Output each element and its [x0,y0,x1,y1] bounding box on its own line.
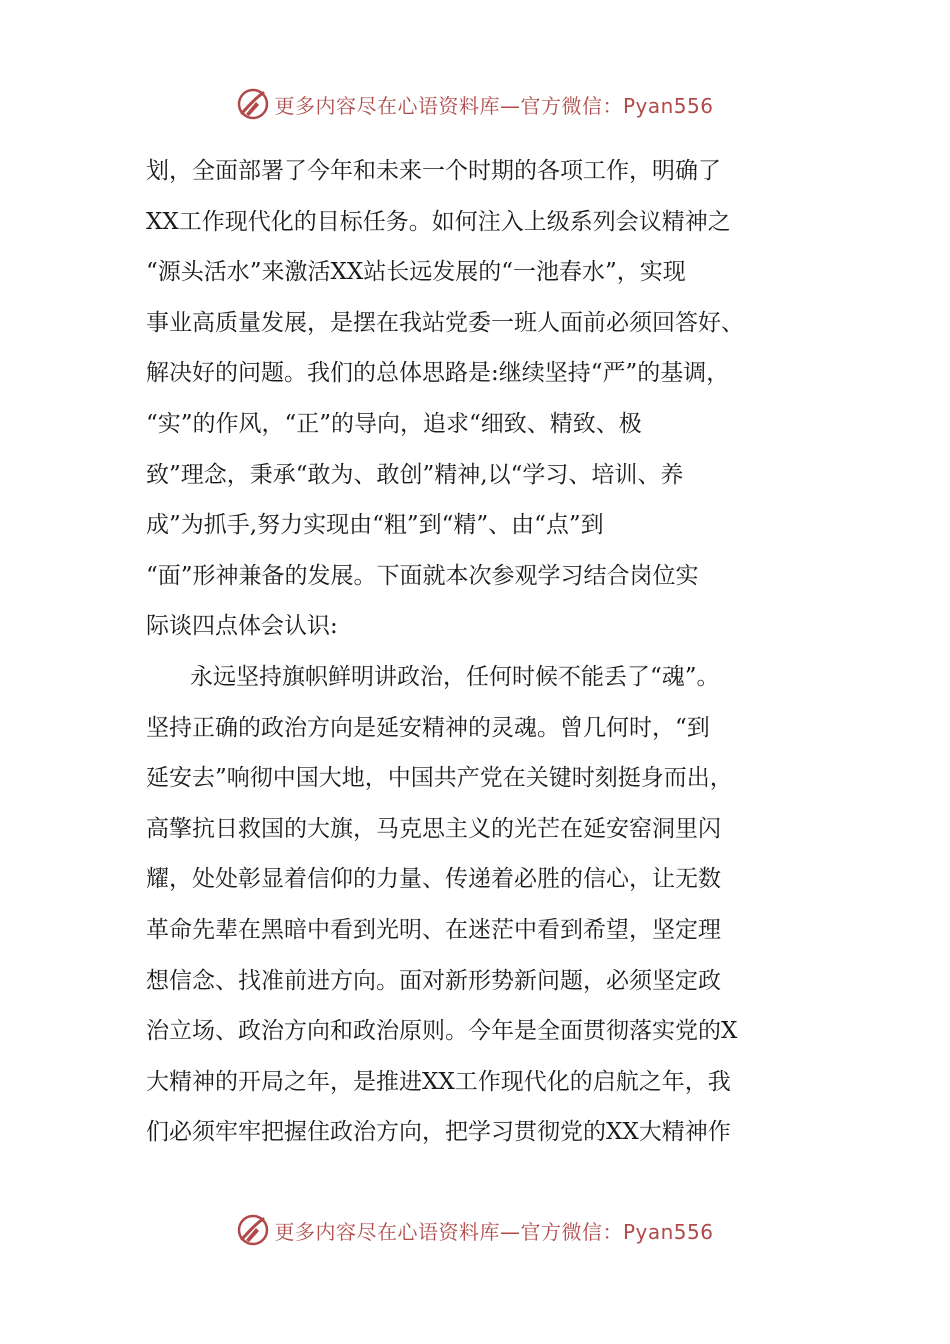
header-banner-text: 更多内容尽在心语资料库—官方微信：Pyan556 [274,93,714,118]
body-line-18: 治立场、政治方向和政治原则。今年是全面贯彻落实党的X [146,1018,738,1045]
body-line-8: 成”为抓手,努力实现由“粗”到“精”、由“点”到 [146,512,604,539]
body-line-9: “面”形神兼备的发展。下面就本次参观学习结合岗位实 [146,562,699,589]
header-banner [0,84,950,124]
body-line-2: XX工作现代化的目标任务。如何注入上级系列会议精神之 [146,208,731,235]
body-line-15: 耀，处处彰显着信仰的力量、传递着必胜的信心，让无数 [146,866,721,893]
body-line-13: 延安去”响彻中国大地，中国共产党在关键时刻挺身而出， [146,765,733,792]
body-line-12: 坚持正确的政治方向是延安精神的灵魂。曾几何时，“到 [146,714,710,741]
pen-logo-icon [236,1213,270,1247]
body-line-14: 高擎抗日救国的大旗，马克思主义的光芒在延安窑洞里闪 [146,815,721,842]
footer-banner [0,1210,950,1250]
body-line-3: “源头活水”来激活XX站长远发展的“一池春水”，实现 [146,259,686,286]
body-line-1: 划，全面部署了今年和未来一个时期的各项工作，明确了 [146,158,721,184]
document-body [146,146,816,1158]
body-line-6: “实”的作风，“正”的导向，追求“细致、精致、极 [146,410,642,437]
body-line-11: 永远坚持旗帜鲜明讲政治，任何时候不能丢了“魂”。 [190,663,720,690]
body-line-17: 想信念、找准前进方向。面对新形势新问题，必须坚定政 [146,967,721,994]
footer-banner-text: 更多内容尽在心语资料库—官方微信：Pyan556 [274,1219,714,1244]
body-line-20: 们必须牢牢把握住政治方向，把学习贯彻党的XX大精神作 [146,1119,731,1146]
pen-logo-icon [236,87,270,121]
body-line-5: 解决好的问题。我们的总体思路是:继续坚持“严”的基调， [146,360,730,387]
body-line-10: 际谈四点体会认识: [146,613,338,640]
body-line-7: 致”理念，秉承“敢为、敢创”精神,以“学习、培训、养 [146,461,684,488]
body-line-16: 革命先辈在黑暗中看到光明、在迷茫中看到希望，坚定理 [146,916,721,943]
body-line-4: 事业高质量发展，是摆在我站党委一班人面前必须回答好、 [146,309,744,336]
body-line-19: 大精神的开局之年，是推进XX工作现代化的启航之年，我 [146,1068,731,1095]
